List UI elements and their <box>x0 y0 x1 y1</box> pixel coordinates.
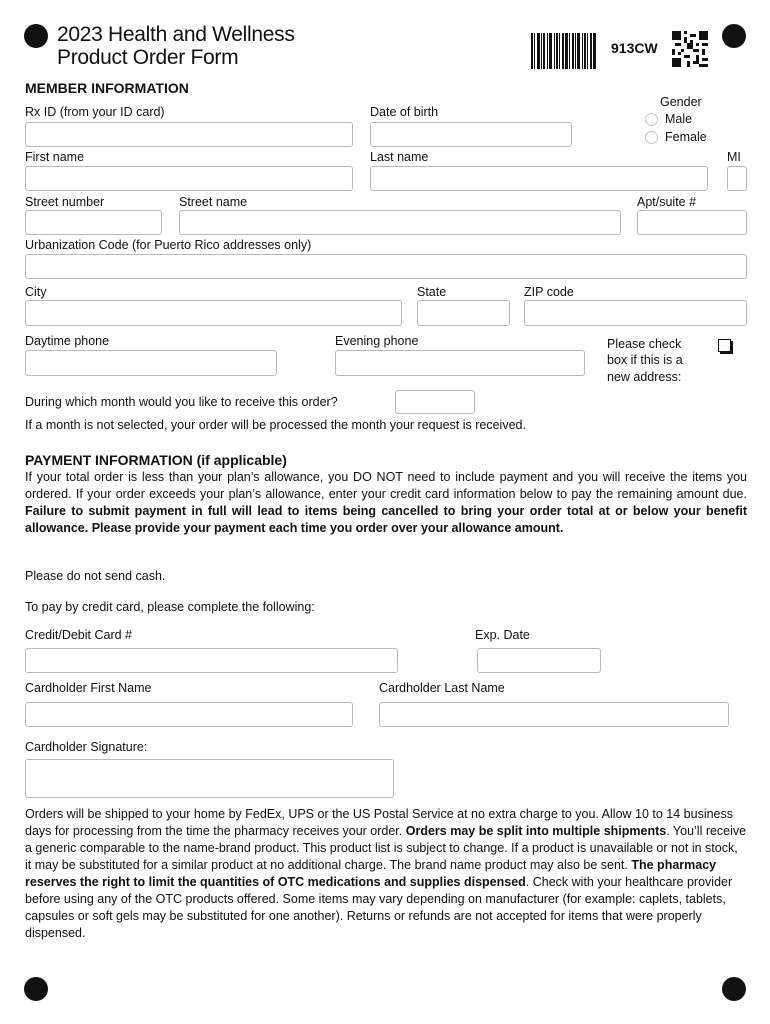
last-name-label: Last name <box>370 150 429 164</box>
exp-date-label: Exp. Date <box>475 628 530 642</box>
first-name-field[interactable] <box>25 166 353 191</box>
mi-field[interactable] <box>727 166 747 191</box>
shipping-paragraph <box>25 806 747 942</box>
cardholder-first-name-field[interactable] <box>25 702 353 727</box>
new-address-note-line-2: box if this is a <box>607 353 683 367</box>
gender-female-label: Female <box>665 130 707 144</box>
registration-mark-bottom-right <box>722 977 746 1001</box>
barcode-graphic <box>531 33 596 69</box>
form-title-line-1: 2023 Health and Wellness <box>57 23 295 46</box>
new-address-note-line-3: new address: <box>607 370 682 384</box>
new-address-checkbox[interactable] <box>718 339 731 352</box>
rx-id-label: Rx ID (from your ID card) <box>25 105 165 119</box>
city-label: City <box>25 285 47 299</box>
urbanization-label: Urbanization Code (for Puerto Rico addresses only) <box>25 238 312 252</box>
zip-label: ZIP code <box>524 285 574 299</box>
gender-male-label: Male <box>665 112 693 126</box>
evening-phone-field[interactable] <box>335 350 585 376</box>
gender-female-radio[interactable] <box>645 131 658 144</box>
first-name-label: First name <box>25 150 85 164</box>
daytime-phone-label: Daytime phone <box>25 334 110 348</box>
apt-suite-field[interactable] <box>637 210 747 235</box>
shipping-bold-1: Orders may be split into multiple shipments <box>405 824 667 838</box>
gender-label: Gender <box>660 95 702 109</box>
registration-mark-top-left <box>24 24 48 48</box>
street-number-label: Street number <box>25 195 105 209</box>
credit-card-intro: To pay by credit card, please complete the following: <box>25 600 315 614</box>
street-name-label: Street name <box>179 195 248 209</box>
registration-mark-bottom-left <box>24 977 48 1001</box>
month-field[interactable] <box>395 390 475 414</box>
payment-intro-regular: If your total order is less than your plan’s allowance, you DO NOT need to include payment and you will receive the items you ordered. If your order exceeds your plan’s allowance, enter your credit card information below to pay the remaining amount due. <box>25 470 747 501</box>
new-address-note-line-1: Please check <box>607 337 682 351</box>
street-name-field[interactable] <box>179 210 621 235</box>
shipping-text-1: Orders will be shipped to your home by FedEx, UPS or the US Postal Service at no extra charge to you. Allow 10 to 14 business days for processing from the time the pharmacy receives your order. <box>25 807 734 838</box>
shipping-text-3: . Check with your healthcare provider before using any of the OTC products offered. Some items may vary depending on manufacturer (for example: caplets, tablets, capsules or soft gels may be substituted for one another). Returns or refunds are not accepted for items that were properly dispensed. <box>25 875 733 940</box>
last-name-field[interactable] <box>370 166 708 191</box>
dob-field[interactable] <box>370 122 572 147</box>
card-number-field[interactable] <box>25 648 398 673</box>
registration-mark-top-right <box>722 24 746 48</box>
gender-male-radio[interactable] <box>645 113 658 126</box>
member-information-heading: MEMBER INFORMATION <box>25 80 189 96</box>
city-field[interactable] <box>25 300 402 326</box>
cardholder-last-name-field[interactable] <box>379 702 729 727</box>
month-note: If a month is not selected, your order will be processed the month your request is received. <box>25 418 526 432</box>
month-question: During which month would you like to receive this order? <box>25 395 338 409</box>
state-field[interactable] <box>417 300 510 326</box>
daytime-phone-field[interactable] <box>25 350 277 376</box>
urbanization-field[interactable] <box>25 254 747 279</box>
payment-intro-paragraph <box>25 469 747 537</box>
shipping-bold-2: The pharmacy reserves the right to limit the quantities of OTC medications and supplies dispensed <box>25 858 717 889</box>
dob-label: Date of birth <box>370 105 439 119</box>
evening-phone-label: Evening phone <box>335 334 419 348</box>
form-code: 913CW <box>611 40 658 56</box>
payment-intro-bold: Failure to submit payment in full will lead to items being cancelled to bring your order total at or below your benefit allowance. Please provide your payment each time you order over your allowance amount. <box>25 504 747 535</box>
card-number-label: Credit/Debit Card # <box>25 628 132 642</box>
shipping-text-2: . You’ll receive a generic comparable to the name-brand product. This product list is subject to change. If a product is unavailable or not in stock, it may be substituted for a similar product at no additional charge. The brand name product may also be sent. <box>25 824 747 872</box>
apt-suite-label: Apt/suite # <box>637 195 697 209</box>
cardholder-signature-field[interactable] <box>25 759 394 798</box>
state-label: State <box>417 285 447 299</box>
form-title-line-2: Product Order Form <box>57 46 239 69</box>
cardholder-first-name-label: Cardholder First Name <box>25 681 152 695</box>
qr-code-graphic <box>672 31 708 67</box>
cardholder-last-name-label: Cardholder Last Name <box>379 681 505 695</box>
street-number-field[interactable] <box>25 210 162 235</box>
exp-date-field[interactable] <box>477 648 601 673</box>
no-cash-note: Please do not send cash. <box>25 569 166 583</box>
payment-information-heading: PAYMENT INFORMATION (if applicable) <box>25 452 287 468</box>
cardholder-signature-label: Cardholder Signature: <box>25 740 148 754</box>
zip-field[interactable] <box>524 300 747 326</box>
mi-label: MI <box>727 150 741 164</box>
rx-id-field[interactable] <box>25 122 353 147</box>
